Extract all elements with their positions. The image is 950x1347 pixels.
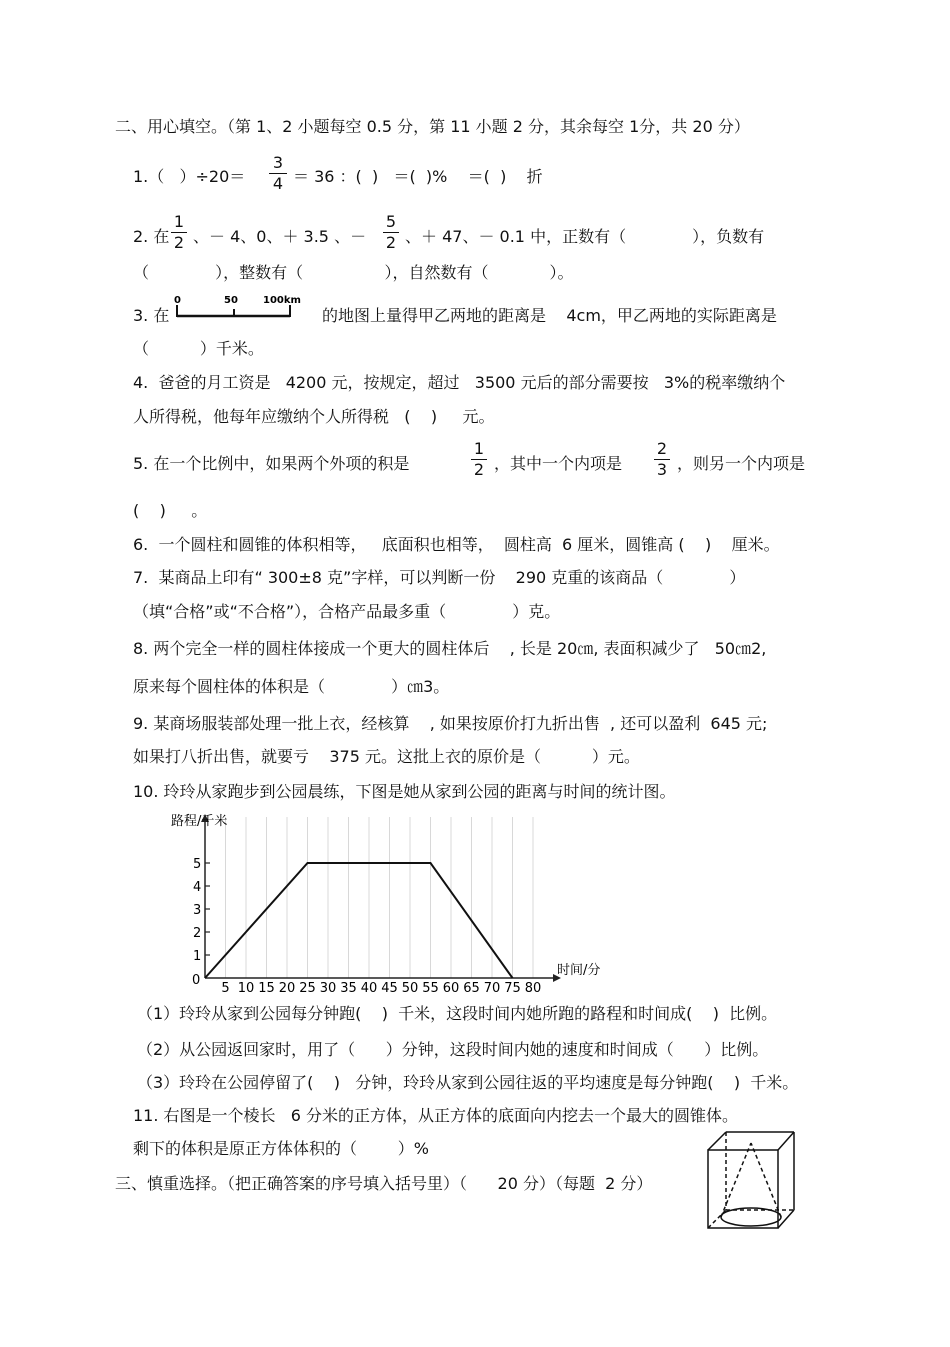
scale-tick-label: 100km — [263, 295, 301, 306]
y-tick-label: 1 — [193, 949, 202, 964]
y-tick-label: 3 — [193, 903, 202, 918]
x-tick-label: 30 — [319, 981, 337, 996]
q2-part3: 、＋ 47、－ 0.1 中，正数有（ ），负数有 — [405, 227, 765, 246]
y-tick-label: 4 — [193, 880, 202, 895]
x-tick-label: 80 — [524, 981, 542, 996]
q7-line2: （填“合格”或“不合格”），合格产品最多重（ ）克。 — [133, 602, 561, 621]
fraction-denominator: 2 — [385, 233, 397, 252]
origin-label: 0 — [192, 973, 201, 988]
q10-sub1: （1）玲玲从家到公园每分钟跑( ) 千米，这段时间内她所跑的路程和时间成( ) 比例。 — [137, 1004, 778, 1023]
q5-part1: 5. 在一个比例中，如果两个外项的积是 — [133, 454, 410, 473]
x-tick-label: 25 — [299, 981, 316, 996]
fraction-numerator: 3 — [272, 153, 284, 172]
fraction-denominator: 4 — [272, 174, 284, 193]
q2-fraction-2 — [383, 213, 399, 252]
x-tick-label: 65 — [463, 981, 480, 996]
q4-line2: 人所得税，他每年应缴纳个人所得税 ( ) 元。 — [133, 407, 495, 426]
fraction-numerator: 1 — [473, 439, 485, 458]
x-tick-label: 45 — [381, 981, 398, 996]
fraction-numerator: 5 — [385, 212, 397, 231]
q5-part3: ，则另一个内项是 — [677, 454, 806, 473]
x-tick-label: 5 — [221, 981, 230, 996]
x-tick-label: 50 — [401, 981, 419, 996]
q1-suffix: ＝ 36 ：( ) ＝( )% ＝( ) 折 — [293, 167, 543, 186]
q5-line2: ( ) 。 — [133, 501, 208, 520]
x-tick-label: 75 — [504, 981, 521, 996]
scale-tick-label: 0 — [174, 295, 181, 306]
q2-part1: 2. 在 — [133, 227, 170, 246]
q2-part2: 、－ 4、0、＋ 3.5 、－ — [193, 227, 367, 246]
y-tick-labels — [193, 857, 210, 964]
q10-sub3: （3）玲玲在公园停留了( ) 分钟，玲玲从家到公园往返的平均速度是每分钟跑( ) 千米。 — [137, 1073, 799, 1092]
q1-prefix: 1.（ ）÷20＝ — [133, 167, 246, 186]
distance-time-chart — [165, 806, 625, 996]
x-tick-label: 35 — [340, 981, 357, 996]
x-tick-label: 60 — [442, 981, 460, 996]
y-tick-label: 5 — [193, 857, 202, 872]
q8-line1: 8. 两个完全一样的圆柱体接成一个更大的圆柱体后 , 长是 20㎝, 表面积减少了 50㎝2, — [133, 639, 767, 658]
q11-line1: 11. 右图是一个棱长 6 分米的正方体，从正方体的底面向内挖去一个最大的圆锥体。 — [133, 1106, 739, 1125]
q5-fraction-2 — [654, 440, 670, 479]
q5-part2: ，其中一个内项是 — [494, 454, 623, 473]
x-tick-label: 40 — [360, 981, 378, 996]
q9-line2: 如果打八折出售，就要亏 375 元。这批上衣的原价是（ ）元。 — [133, 747, 640, 766]
q8-line2: 原来每个圆柱体的体积是（ ）㎝3。 — [133, 677, 450, 696]
q2-line2: （ ），整数有（ ），自然数有（ ）。 — [133, 263, 574, 282]
scale-tick-label: 50 — [224, 295, 238, 306]
q6-line1: 6. 一个圆柱和圆锥的体积相等， 底面积也相等， 圆柱高 6 厘米，圆锥高 ( ) 厘米。 — [133, 535, 780, 554]
fraction-numerator: 1 — [173, 212, 185, 231]
x-tick-label: 15 — [258, 981, 275, 996]
chart-grid — [226, 817, 534, 978]
y-axis-label: 路程/千米 — [171, 814, 228, 829]
q3-line2: （ ）千米。 — [133, 339, 264, 358]
x-tick-label: 20 — [278, 981, 296, 996]
q2-fraction-1 — [171, 213, 187, 252]
q11-line2: 剩下的体积是原正方体体积的（ ）% — [133, 1139, 429, 1158]
x-tick-label: 10 — [237, 981, 255, 996]
section-title-3: 三、慎重选择。（把正确答案的序号填入括号里）（ 20 分）（每题 2 分） — [115, 1174, 653, 1193]
q4-line1: 4. 爸爸的月工资是 4200 元，按规定，超过 3500 元后的部分需要按 3%的税率缴纳个 — [133, 373, 786, 392]
fraction-denominator: 3 — [656, 460, 668, 479]
q5-fraction-1 — [471, 440, 487, 479]
fraction-denominator: 2 — [473, 460, 485, 479]
x-axis-label: 时间/分 — [557, 963, 601, 978]
section-title-2: 二、用心填空。（第 1、2 小题每空 0.5 分，第 11 小题 2 分，其余每空 1分，共 20 分） — [115, 117, 750, 136]
q9-line1: 9. 某商场服装部处理一批上衣，经核算 , 如果按原价打九折出售 , 还可以盈利 645 元; — [133, 714, 768, 733]
chart-axes — [201, 814, 561, 982]
map-scale-icon — [170, 292, 322, 322]
q7-line1: 7. 某商品上印有“ 300±8 克”字样，可以判断一份 290 克重的该商品（ ） — [133, 568, 746, 587]
q10-sub2: （2）从公园返回家时，用了（ ）分钟，这段时间内她的速度和时间成（ ）比例。 — [137, 1040, 769, 1059]
q1-fraction — [269, 154, 287, 193]
q3-part2: 的地图上量得甲乙两地的距离是 4cm，甲乙两地的实际距离是 — [322, 306, 777, 325]
x-tick-label: 70 — [483, 981, 501, 996]
cube-with-cone-icon — [700, 1125, 800, 1233]
distance-series-line — [205, 863, 513, 978]
q3-part1: 3. 在 — [133, 306, 170, 325]
fraction-denominator: 2 — [173, 233, 185, 252]
x-tick-label: 55 — [422, 981, 439, 996]
q10-line1: 10. 玲玲从家跑步到公园晨练，下图是她从家到公园的距离与时间的统计图。 — [133, 782, 676, 801]
x-tick-labels — [221, 981, 541, 996]
fraction-numerator: 2 — [656, 439, 668, 458]
y-tick-label: 2 — [193, 926, 202, 941]
